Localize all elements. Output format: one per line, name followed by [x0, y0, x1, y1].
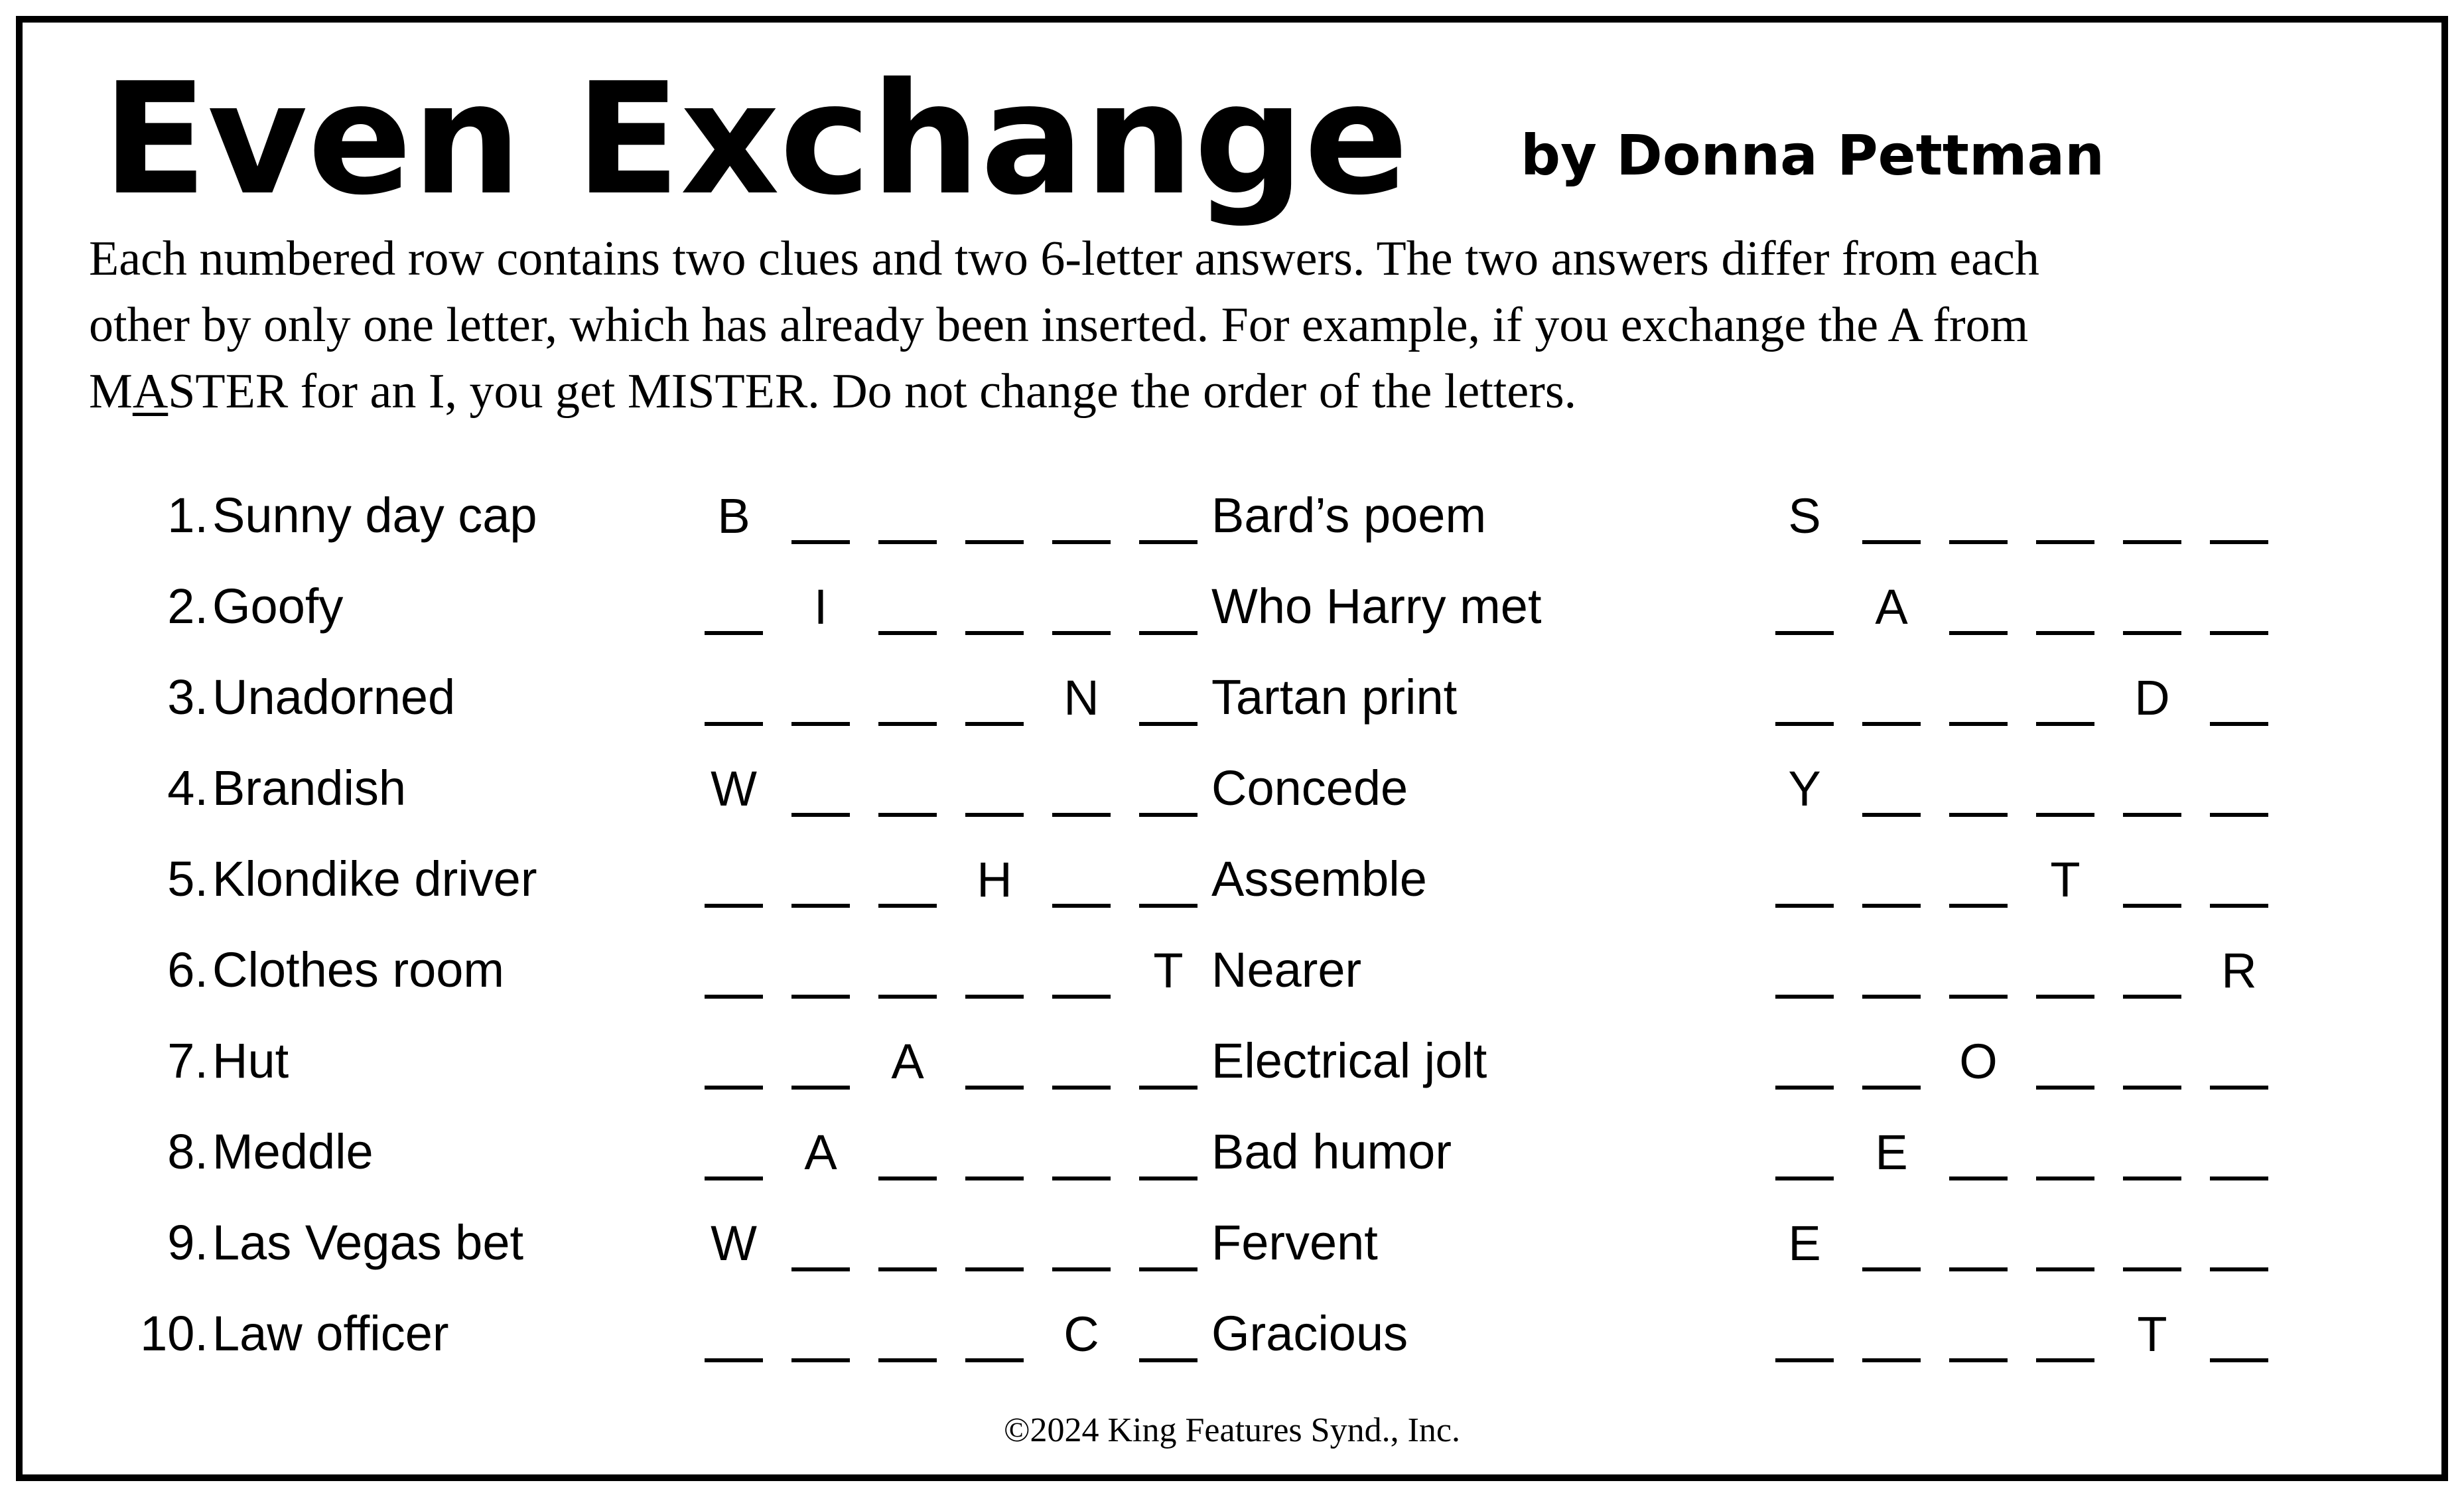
- puzzle-row: [0, 1023, 2464, 1114]
- given-letter: A: [1875, 579, 1908, 634]
- given-letter: T: [2050, 852, 2081, 907]
- row-number: 6.: [167, 942, 208, 997]
- right-clue: Assemble: [1211, 851, 1427, 906]
- letter-blank: [702, 575, 766, 639]
- left-clue: Meddle: [212, 1124, 374, 1179]
- right-answer: [1773, 939, 2271, 1003]
- letter-blank: [2033, 484, 2097, 548]
- instructions-line-3-rest: STER for an I, you get MISTER. Do not change the order of the letters.: [168, 364, 1577, 419]
- letter-blank: [1136, 1303, 1200, 1366]
- letter-blank: [963, 939, 1026, 1003]
- puzzle-row: [0, 932, 2464, 1023]
- letter-blank: [1947, 757, 2010, 821]
- letter-blank: [2120, 848, 2184, 912]
- row-number: 5.: [167, 851, 208, 906]
- letter-blank: [1136, 484, 1200, 548]
- letter-blank: [1947, 939, 2010, 1003]
- right-clue: Fervent: [1211, 1215, 1378, 1270]
- given-letter: D: [2134, 670, 2170, 725]
- left-clue: Klondike driver: [212, 851, 537, 906]
- left-answer: [702, 1030, 1200, 1094]
- letter-blank: [876, 1303, 939, 1366]
- letter-blank: [2033, 1121, 2097, 1184]
- letter-blank: [1773, 666, 1836, 730]
- left-answer: [702, 939, 1200, 1003]
- letter-blank: [2033, 1030, 2097, 1094]
- letter-blank: [2120, 1121, 2184, 1184]
- letter-blank: [789, 666, 853, 730]
- letter-blank: [2033, 939, 2097, 1003]
- puzzle-row: [0, 841, 2464, 932]
- letter-blank: [789, 848, 853, 912]
- letter-blank: [702, 666, 766, 730]
- letter-blank: [1860, 848, 1923, 912]
- letter-blank: [876, 939, 939, 1003]
- letter-blank: [1947, 484, 2010, 548]
- puzzle-title: Even Exchange: [102, 50, 1408, 229]
- letter-blank: [702, 848, 766, 912]
- letter-blank: [963, 1212, 1026, 1275]
- letter-blank: [1860, 1030, 1923, 1094]
- left-answer: [702, 484, 1200, 548]
- letter-blank: [2120, 1212, 2184, 1275]
- letter-blank: [2207, 1303, 2271, 1366]
- left-answer: [702, 1303, 1200, 1366]
- letter-blank: [876, 484, 939, 548]
- letter-blank: [2120, 1030, 2184, 1094]
- given-letter: O: [1959, 1034, 1998, 1089]
- right-clue: Electrical jolt: [1211, 1033, 1487, 1088]
- letter-blank: [1050, 1030, 1113, 1094]
- letter-blank: [1050, 484, 1113, 548]
- letter-blank: [1136, 848, 1200, 912]
- letter-blank: [1860, 484, 1923, 548]
- letter-blank: [789, 1030, 853, 1094]
- letter-blank: [2033, 757, 2097, 821]
- given-letter: A: [891, 1034, 924, 1089]
- letter-blank: [789, 484, 853, 548]
- letter-blank: [876, 1121, 939, 1184]
- letter-blank: [1773, 1030, 1836, 1094]
- letter-blank: [963, 484, 1026, 548]
- letter-blank: [963, 757, 1026, 821]
- letter-blank: [1773, 939, 1836, 1003]
- left-clue: Law officer: [212, 1306, 449, 1361]
- given-letter: H: [977, 852, 1012, 907]
- puzzle-row: [0, 569, 2464, 660]
- row-number: 1.: [167, 488, 208, 543]
- instructions-line-2: other by only one letter, which has already been inserted. For example, if you exchange the A from: [89, 298, 2029, 352]
- row-number: 10.: [140, 1306, 208, 1361]
- letter-blank: [1050, 848, 1113, 912]
- row-number: 8.: [167, 1124, 208, 1179]
- instructions-line-1: Each numbered row contains two clues and two 6-letter answers. The two answers differ from each: [89, 232, 2039, 286]
- left-clue: Goofy: [212, 579, 344, 634]
- letter-blank: [789, 1303, 853, 1366]
- letter-blank: [789, 939, 853, 1003]
- row-number: 7.: [167, 1033, 208, 1088]
- letter-blank: [963, 1030, 1026, 1094]
- left-answer: [702, 848, 1200, 912]
- row-number: 2.: [167, 579, 208, 634]
- letter-blank: [2120, 757, 2184, 821]
- letter-blank: [1860, 757, 1923, 821]
- left-clue: Brandish: [212, 760, 407, 816]
- given-letter: W: [711, 761, 757, 816]
- instructions-line-3: [89, 358, 2371, 425]
- letter-blank: [1860, 1212, 1923, 1275]
- letter-blank: [789, 757, 853, 821]
- letter-blank: [1947, 666, 2010, 730]
- left-clue: Hut: [212, 1033, 289, 1088]
- given-letter: E: [1875, 1125, 1908, 1180]
- left-answer: [702, 1121, 1200, 1184]
- letter-blank: [876, 666, 939, 730]
- example-underlined-letter: A: [132, 364, 169, 419]
- letter-blank: [2207, 757, 2271, 821]
- letter-blank: [1773, 1303, 1836, 1366]
- letter-blank: [876, 848, 939, 912]
- letter-blank: [1947, 575, 2010, 639]
- puzzle-row: [0, 1296, 2464, 1387]
- letter-blank: [1773, 848, 1836, 912]
- letter-blank: [1947, 848, 2010, 912]
- right-answer: [1773, 1303, 2271, 1366]
- copyright-notice: ©2024 King Features Synd., Inc.: [1004, 1411, 1460, 1449]
- letter-blank: [1050, 575, 1113, 639]
- letter-blank: [702, 1303, 766, 1366]
- left-clue: Las Vegas bet: [212, 1215, 524, 1270]
- left-clue: Sunny day cap: [212, 488, 537, 543]
- letter-blank: [1947, 1121, 2010, 1184]
- letter-blank: [1860, 666, 1923, 730]
- right-answer: [1773, 1030, 2271, 1094]
- right-clue: Bad humor: [1211, 1124, 1452, 1179]
- left-answer: [702, 1212, 1200, 1275]
- row-number: 4.: [167, 760, 208, 816]
- letter-blank: [2207, 1212, 2271, 1275]
- letter-blank: [1773, 575, 1836, 639]
- example-word-start: M: [89, 364, 133, 419]
- row-number: 3.: [167, 670, 208, 725]
- given-letter: T: [1153, 943, 1184, 998]
- instructions: [89, 226, 2371, 425]
- author-byline: by Donna Pettman: [1521, 123, 2104, 188]
- letter-blank: [876, 1212, 939, 1275]
- letter-blank: [963, 1303, 1026, 1366]
- letter-blank: [1947, 1303, 2010, 1366]
- letter-blank: [963, 666, 1026, 730]
- left-clue: Unadorned: [212, 670, 456, 725]
- given-letter: R: [2221, 943, 2257, 998]
- letter-blank: [2207, 484, 2271, 548]
- puzzle-row: [0, 660, 2464, 750]
- right-answer: [1773, 848, 2271, 912]
- letter-blank: [2120, 575, 2184, 639]
- given-letter: N: [1063, 670, 1099, 725]
- letter-blank: [1860, 939, 1923, 1003]
- right-answer: [1773, 666, 2271, 730]
- letter-blank: [2033, 1303, 2097, 1366]
- letter-blank: [963, 575, 1026, 639]
- puzzle-row: [0, 1114, 2464, 1205]
- letter-blank: [1136, 1121, 1200, 1184]
- letter-blank: [1136, 757, 1200, 821]
- given-letter: I: [813, 579, 828, 634]
- puzzle-rows: [0, 478, 2464, 1387]
- right-answer: [1773, 757, 2271, 821]
- letter-blank: [1773, 1121, 1836, 1184]
- letter-blank: [1050, 757, 1113, 821]
- given-letter: T: [2137, 1307, 2167, 1362]
- letter-blank: [1050, 939, 1113, 1003]
- letter-blank: [1136, 575, 1200, 639]
- letter-blank: [2207, 666, 2271, 730]
- right-answer: [1773, 1212, 2271, 1275]
- puzzle-row: [0, 1205, 2464, 1296]
- left-answer: [702, 575, 1200, 639]
- right-answer: [1773, 1121, 2271, 1184]
- letter-blank: [876, 757, 939, 821]
- row-number: 9.: [167, 1215, 208, 1270]
- given-letter: C: [1063, 1307, 1099, 1362]
- letter-blank: [1136, 1030, 1200, 1094]
- puzzle-row: [0, 478, 2464, 569]
- left-clue: Clothes room: [212, 942, 505, 997]
- letter-blank: [2033, 1212, 2097, 1275]
- given-letter: Y: [1788, 761, 1821, 816]
- letter-blank: [1050, 1121, 1113, 1184]
- right-clue: Gracious: [1211, 1306, 1408, 1361]
- letter-blank: [1947, 1212, 2010, 1275]
- letter-blank: [702, 939, 766, 1003]
- letter-blank: [1136, 666, 1200, 730]
- right-clue: Bard’s poem: [1211, 488, 1487, 543]
- letter-blank: [2120, 484, 2184, 548]
- letter-blank: [2207, 848, 2271, 912]
- given-letter: E: [1788, 1216, 1821, 1271]
- letter-blank: [2033, 575, 2097, 639]
- letter-blank: [2033, 666, 2097, 730]
- given-letter: S: [1788, 488, 1821, 543]
- puzzle-row: [0, 750, 2464, 841]
- right-clue: Tartan print: [1211, 670, 1458, 725]
- letter-blank: [2207, 1030, 2271, 1094]
- letter-blank: [2207, 1121, 2271, 1184]
- right-answer: [1773, 484, 2271, 548]
- left-answer: [702, 757, 1200, 821]
- letter-blank: [963, 1121, 1026, 1184]
- letter-blank: [1136, 1212, 1200, 1275]
- letter-blank: [1860, 1303, 1923, 1366]
- letter-blank: [2207, 575, 2271, 639]
- letter-blank: [789, 1212, 853, 1275]
- given-letter: W: [711, 1216, 757, 1271]
- given-letter: B: [717, 488, 750, 543]
- letter-blank: [702, 1030, 766, 1094]
- left-answer: [702, 666, 1200, 730]
- right-clue: Who Harry met: [1211, 579, 1542, 634]
- given-letter: A: [804, 1125, 837, 1180]
- right-clue: Concede: [1211, 760, 1408, 816]
- right-clue: Nearer: [1211, 942, 1362, 997]
- letter-blank: [1050, 1212, 1113, 1275]
- letter-blank: [2120, 939, 2184, 1003]
- right-answer: [1773, 575, 2271, 639]
- letter-blank: [702, 1121, 766, 1184]
- letter-blank: [876, 575, 939, 639]
